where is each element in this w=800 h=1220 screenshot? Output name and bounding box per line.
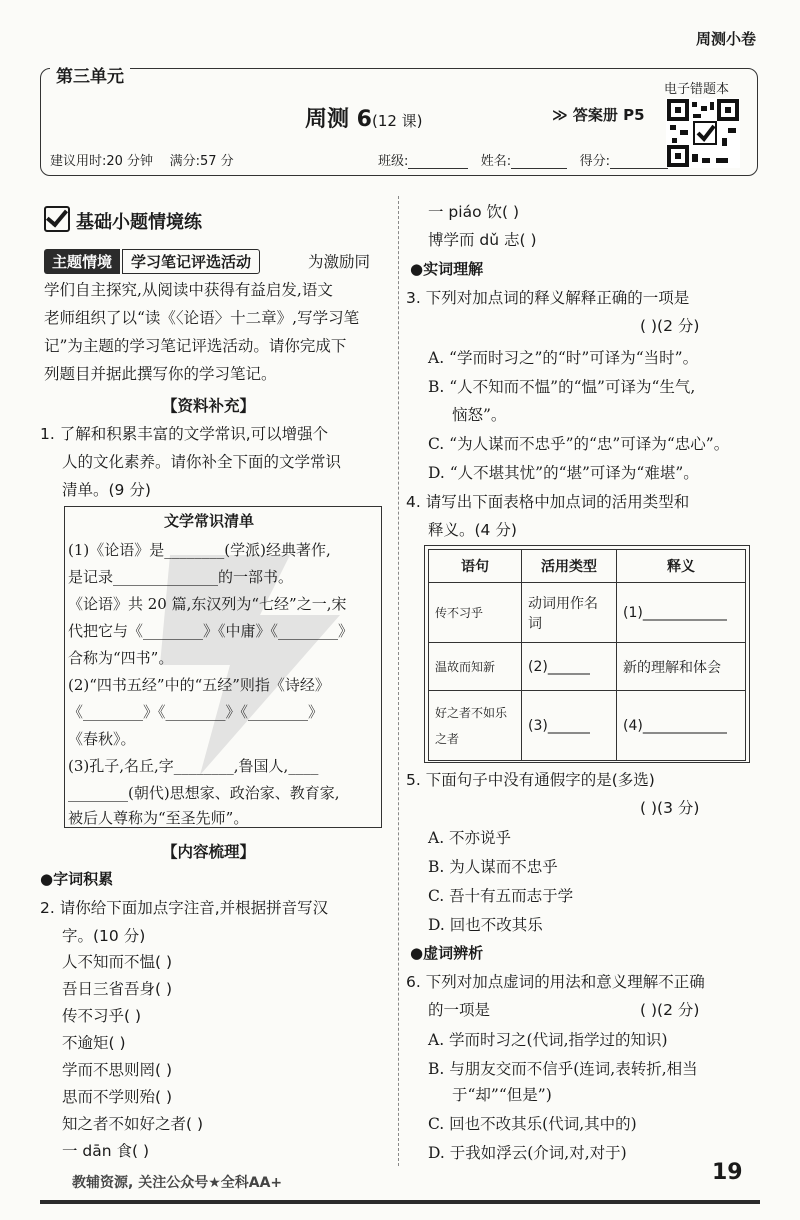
section-heading xyxy=(44,206,202,234)
theme-activity: 学习笔记评选活动 xyxy=(122,249,260,274)
q3-option[interactable]: 恼怒”。 xyxy=(452,406,507,424)
student-info-row xyxy=(378,150,668,169)
q2-item[interactable]: 不逾矩( ) xyxy=(62,1034,126,1052)
table-row xyxy=(429,643,746,691)
q2-item[interactable]: 吾日三省吾身( ) xyxy=(62,980,173,998)
table-header-row xyxy=(429,550,746,583)
q3-option[interactable]: C. “为人谋而不忠乎”的“忠”可译为“忠心”。 xyxy=(428,435,730,453)
top-tag: 周测小卷 xyxy=(695,30,756,48)
q5-stem: 5. 下面句子中没有通假字的是(多选) xyxy=(406,771,655,789)
q2-item[interactable]: 一 dān 食( ) xyxy=(62,1142,150,1160)
table-cell[interactable]: (1)____________ xyxy=(617,583,746,643)
q5-option[interactable]: C. 吾十有五而志于学 xyxy=(428,887,574,905)
intro-line: 记”为主题的学习笔记评选活动。请你完成下 xyxy=(44,337,347,355)
box-line: 合称为“四书”。 xyxy=(68,649,174,667)
q2-item[interactable]: 思而不学则殆( ) xyxy=(62,1088,173,1106)
table-header: 语句 xyxy=(429,550,522,583)
section-title: 基础小题情境练 xyxy=(76,212,202,233)
table-row xyxy=(429,583,746,643)
box-line: 《________》《________》《________》 xyxy=(68,703,324,721)
q3-answer-blank[interactable]: ( )(2 分) xyxy=(640,317,700,335)
q6-option[interactable]: D. 于我如浮云(介词,对,对于) xyxy=(428,1144,627,1162)
box-line: (2)“四书五经”中的“五经”则指《诗经》 xyxy=(68,676,330,694)
q2-item[interactable]: 传不习乎( ) xyxy=(62,1007,142,1025)
intro-line: 学们自主探究,从阅读中获得有益启发,语文 xyxy=(44,281,333,299)
q6-stem: 的一项是 xyxy=(428,1001,491,1019)
bottom-rule xyxy=(40,1198,760,1206)
box-line: 《春秋》。 xyxy=(68,730,136,748)
table-header: 活用类型 xyxy=(522,550,617,583)
literature-list-title: 文学常识清单 xyxy=(164,512,255,530)
q2-item[interactable]: 博学而 dǔ 志( ) xyxy=(428,231,537,249)
table-cell: 传不习乎 xyxy=(429,583,522,643)
box-line: 是记录______________的一部书。 xyxy=(68,568,294,586)
theme-badge xyxy=(44,249,260,273)
q4-stem: 4. 请写出下面表格中加点词的活用类型和 xyxy=(406,493,690,511)
full-score: 满分:57 分 xyxy=(169,154,234,169)
shici-heading: ●实词理解 xyxy=(410,260,484,278)
q2-item[interactable]: 人不知而不愠( ) xyxy=(62,953,173,971)
class-blank[interactable] xyxy=(408,168,468,169)
intro-line: 为激励同 xyxy=(308,253,371,271)
content-heading: 【内容梳理】 xyxy=(162,843,256,861)
q6-stem: 6. 下列对加点虚词的用法和意义理解不正确 xyxy=(406,973,705,991)
suggest-time: 建议用时:20 分钟 xyxy=(50,154,154,169)
table-cell: 新的理解和体会 xyxy=(617,643,746,691)
table-cell[interactable]: (3)______ xyxy=(522,691,617,761)
q5-option[interactable]: D. 回也不改其乐 xyxy=(428,916,543,934)
q3-option[interactable]: B. “人不知而不愠”的“愠”可译为“生气, xyxy=(428,378,696,396)
q5-option[interactable]: B. 为人谋而不忠乎 xyxy=(428,858,558,876)
word-section-heading: ●字词积累 xyxy=(40,870,114,888)
q2-item[interactable]: 一 piáo 饮( ) xyxy=(428,203,520,221)
box-line: 被后人尊称为“至圣先师”。 xyxy=(68,809,249,827)
theme-label: 主题情境 xyxy=(44,249,120,274)
meta-row xyxy=(50,150,234,169)
box-line: ________(朝代)思想家、政治家、教育家, xyxy=(68,784,340,802)
supplement-heading: 【资料补充】 xyxy=(162,397,256,415)
q2-stem: 字。(10 分) xyxy=(62,927,146,945)
q6-option[interactable]: B. 与朋友交而不信乎(连词,表转折,相当 xyxy=(428,1060,698,1078)
q1-stem: 清单。(9 分) xyxy=(62,481,151,499)
q3-option[interactable]: D. “人不堪其忧”的“堪”可译为“难堪”。 xyxy=(428,464,699,482)
box-line: 代把它与《________》《中庸》《________》 xyxy=(68,622,354,640)
table-cell: 温故而知新 xyxy=(429,643,522,691)
q4-stem: 释义。(4 分) xyxy=(428,521,517,539)
box-line: (1)《论语》是________(学派)经典著作, xyxy=(68,541,331,559)
table-row xyxy=(429,691,746,761)
page-number: 19 xyxy=(712,1160,743,1185)
quiz-title xyxy=(305,102,423,133)
q6-option[interactable]: A. 学而时习之(代词,指学过的知识) xyxy=(428,1031,668,1049)
box-line: 《论语》共 20 篇,东汉列为“七经”之一,宋 xyxy=(68,595,347,613)
xuci-heading: ●虚词辨析 xyxy=(410,944,484,962)
usage-table xyxy=(428,549,746,761)
ebook-label: 电子错题本 xyxy=(664,82,730,97)
q1-stem: 1. 了解和积累丰富的文学常识,可以增强个 xyxy=(40,425,329,443)
footer-promo: 教辅资源, 关注公众号★全科AA+ xyxy=(72,1175,283,1191)
qr-code-icon[interactable] xyxy=(666,98,740,168)
intro-line: 列题目并据此撰写你的学习笔记。 xyxy=(44,365,277,383)
table-cell: 动词用作名词 xyxy=(522,583,617,643)
intro-line: 老师组织了以“读《〈论语〉十二章》,写学习笔 xyxy=(44,309,360,327)
quiz-title-sub: (12 课) xyxy=(371,112,423,130)
q2-stem: 2. 请你给下面加点字注音,并根据拼音写汉 xyxy=(40,899,329,917)
class-label: 班级: xyxy=(378,154,409,169)
score-blank[interactable] xyxy=(610,168,668,169)
table-cell[interactable]: (4)____________ xyxy=(617,691,746,761)
quiz-title-main: 周测 6 xyxy=(305,107,372,132)
q6-option[interactable]: C. 回也不改其乐(代词,其中的) xyxy=(428,1115,637,1133)
table-cell: 好之者不如乐之者 xyxy=(429,691,522,761)
checkbox-check-icon xyxy=(44,206,70,232)
name-label: 姓名: xyxy=(480,154,512,169)
score-label: 得分: xyxy=(579,154,610,169)
q3-stem: 3. 下列对加点词的释义解释正确的一项是 xyxy=(406,289,690,307)
q2-item[interactable]: 知之者不如好之者( ) xyxy=(62,1115,204,1133)
name-blank[interactable] xyxy=(511,168,567,169)
answer-reference: ≫ 答案册 P5 xyxy=(552,106,645,124)
q6-answer-blank[interactable]: ( )(2 分) xyxy=(640,1001,700,1019)
table-header: 释义 xyxy=(617,550,746,583)
q6-option[interactable]: 于“却”“但是”) xyxy=(452,1086,552,1104)
q3-option[interactable]: A. “学而时习之”的“时”可译为“当时”。 xyxy=(428,349,699,367)
unit-title: 第三单元 xyxy=(50,62,130,87)
table-cell[interactable]: (2)______ xyxy=(522,643,617,691)
column-divider xyxy=(398,196,400,1166)
q1-stem: 人的文化素养。请你补全下面的文学常识 xyxy=(62,453,342,471)
q5-answer-blank[interactable]: ( )(3 分) xyxy=(640,799,700,817)
box-line: (3)孔子,名丘,字________,鲁国人,____ xyxy=(68,757,319,775)
q2-item[interactable]: 学而不思则罔( ) xyxy=(62,1061,173,1079)
q5-option[interactable]: A. 不亦说乎 xyxy=(428,829,512,847)
